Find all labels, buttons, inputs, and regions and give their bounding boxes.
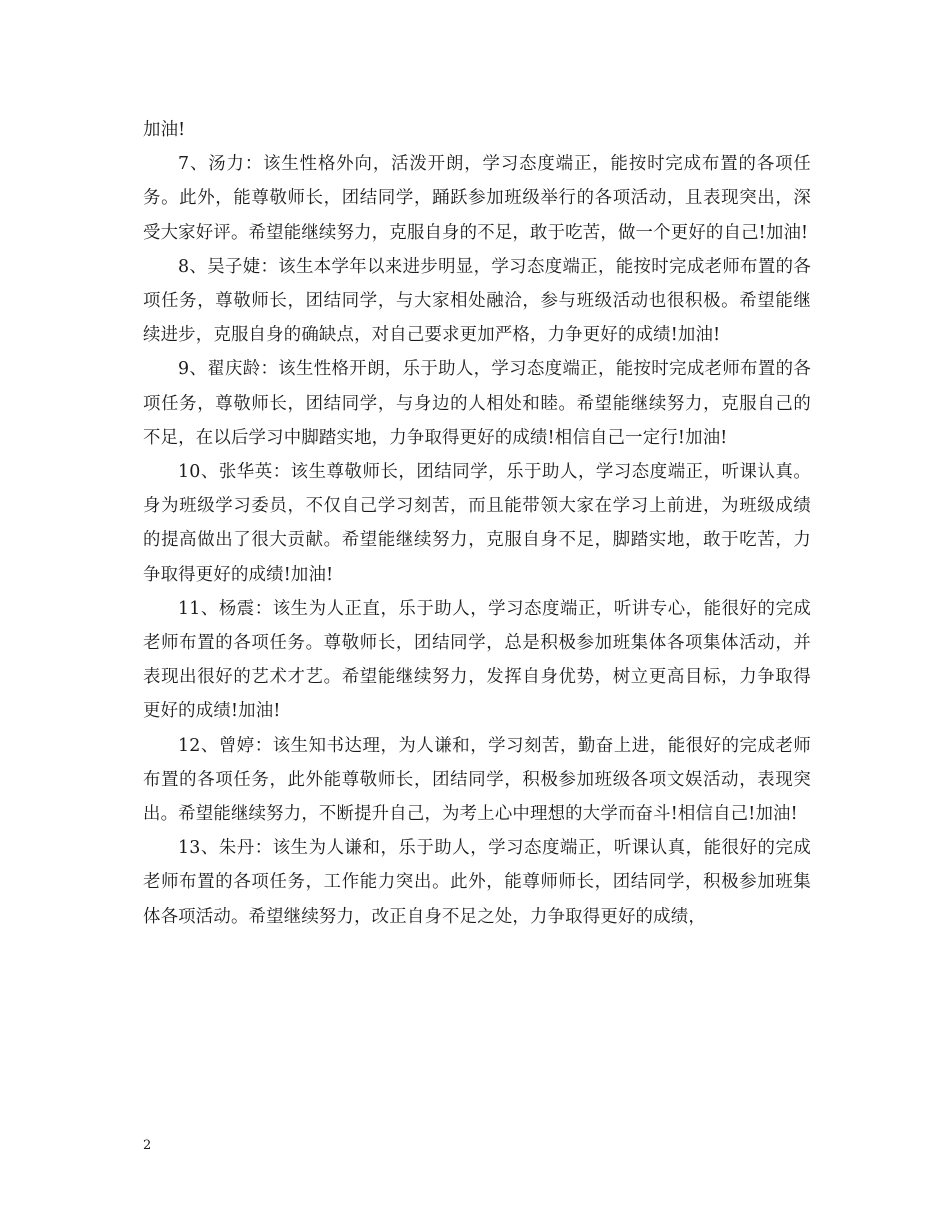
paragraph-comment-7: 7、汤力：该生性格外向，活泼开朗，学习态度端正，能按时完成布置的各项任务。此外，能尊敬师长，团结同学，踊跃参加班级举行的各项活动，且表现突出，深受大家好评。希望能继续努力，克服自身的不足，敢于吃苦，做一个更好的自己!加油!	[143, 154, 811, 243]
document-body	[143, 113, 811, 934]
paragraph-comment-10: 10、张华英：该生尊敬师长，团结同学，乐于助人，学习态度端正，听课认真。身为班级学习委员，不仅自己学习刻苦，而且能带领大家在学习上前进，为班级成绩的提高做出了很大贡献。希望能继续努力，克服自身不足，脚踏实地，敢于吃苦，力争取得更好的成绩!加油!	[143, 462, 811, 585]
paragraph-0: 加油!	[143, 120, 186, 140]
paragraph-comment-13: 13、朱丹：该生为人谦和，乐于助人，学习态度端正，听课认真，能很好的完成老师布置的各项任务，工作能力突出。此外，能尊师师长，团结同学，积极参加班集体各项活动。希望继续努力，改正自身不足之处，力争取得更好的成绩，	[143, 838, 811, 927]
page-number: 2	[143, 1138, 152, 1153]
paragraph-comment-12: 12、曾婷：该生知书达理，为人谦和，学习刻苦，勤奋上进，能很好的完成老师布置的各项任务，此外能尊敬师长，团结同学，积极参加班级各项文娱活动，表现突出。希望能继续努力，不断提升自己，为考上心中理想的大学而奋斗!相信自己!加油!	[143, 735, 811, 825]
paragraph-comment-8: 8、吴子婕：该生本学年以来进步明显，学习态度端正，能按时完成老师布置的各项任务，尊敬师长，团结同学，与大家相处融洽，参与班级活动也很积极。希望能继续进步，克服自身的确缺点，对自己要求更加严格，力争更好的成绩!加油!	[143, 256, 811, 346]
paragraph-comment-11: 11、杨震：该生为人正直，乐于助人，学习态度端正，听讲专心，能很好的完成老师布置的各项任务。尊敬师长，团结同学，总是积极参加班集体各项集体活动，并表现出很好的艺术才艺。希望能继续努力，发挥自身优势，树立更高目标，力争取得更好的成绩!加油!	[143, 598, 811, 722]
paragraph-comment-9: 9、翟庆龄：该生性格开朗，乐于助人，学习态度端正，能按时完成老师布置的各项任务，尊敬师长，团结同学，与身边的人相处和睦。希望能继续努力，克服自己的不足，在以后学习中脚踏实地，力争取得更好的成绩!相信自己一定行!加油!	[143, 359, 811, 448]
